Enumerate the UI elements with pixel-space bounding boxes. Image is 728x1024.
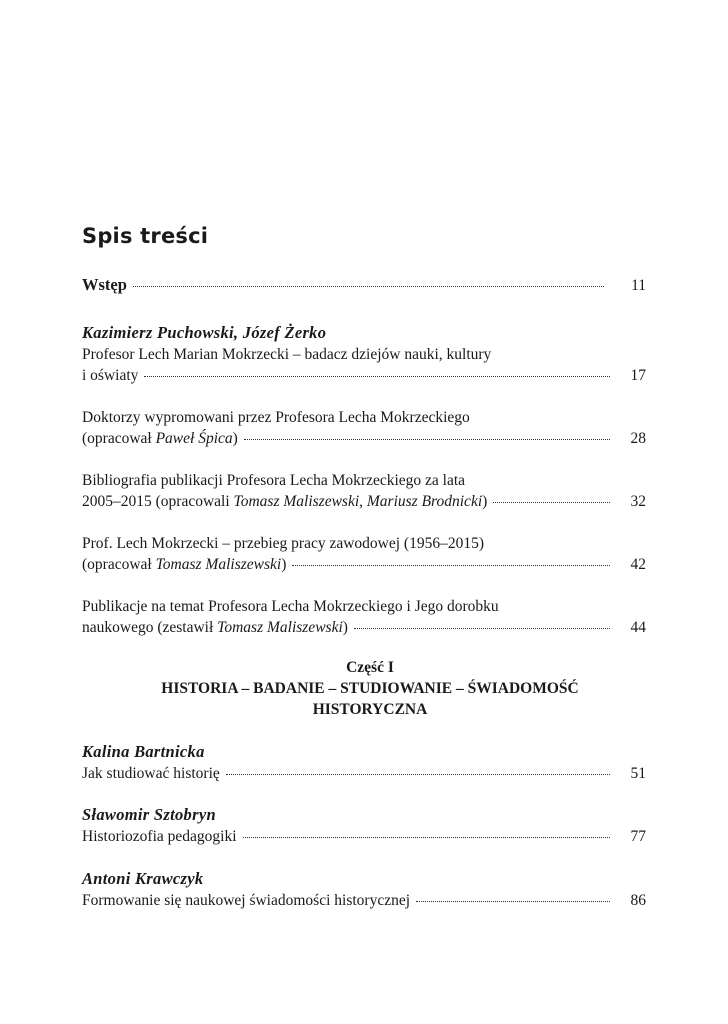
part-label: Część I <box>346 658 394 676</box>
entry-title-line2 <box>82 491 646 513</box>
entry-author: Sławomir Sztobryn <box>82 805 216 824</box>
entry-title-line1: Profesor Lech Marian Mokrzecki – badacz dziejów nauki, kultury <box>82 345 492 363</box>
entry-title-line2 <box>82 617 646 639</box>
text-segment: , <box>359 493 367 510</box>
compiler-name: Paweł Śpica <box>155 430 233 447</box>
entry-title: Jak studiować historię <box>82 764 220 782</box>
page-number: 51 <box>630 764 646 782</box>
page-number: 77 <box>630 828 646 845</box>
entry-title-line <box>82 826 646 848</box>
page-number: 11 <box>631 277 646 294</box>
entry-title-line2-text <box>82 617 348 639</box>
page-number: 17 <box>630 367 646 384</box>
compiler-name: Tomasz Maliszewski <box>155 556 282 573</box>
text-segment: ) <box>281 556 287 573</box>
dot-leader <box>226 773 610 775</box>
text-segment: naukowego (zestawił <box>82 619 218 636</box>
compiler-name: Tomasz Maliszewski <box>217 619 343 636</box>
entry-title-line1: Bibliografia publikacji Profesora Lecha Mokrzeckiego za lata <box>82 471 466 489</box>
page-number: 86 <box>630 891 646 909</box>
part-title-line2: HISTORYCZNA <box>312 700 428 718</box>
dot-leader <box>493 501 610 503</box>
entry-author: Kalina Bartnicka <box>82 741 205 761</box>
toc-entry <box>82 868 646 912</box>
dot-leader <box>354 627 610 629</box>
toc-entry <box>82 804 646 848</box>
part-heading <box>94 657 646 720</box>
page-number: 42 <box>630 556 646 573</box>
entry-title-line2 <box>82 554 646 576</box>
toc-entry <box>82 596 646 639</box>
compiler-name: Tomasz Maliszewski <box>233 493 360 510</box>
text-segment: 2005–2015 (opracowali <box>82 493 234 510</box>
toc-entry <box>82 470 646 513</box>
entry-title-line2 <box>82 428 646 450</box>
entry-title-line2-text: i oświaty <box>82 367 139 384</box>
toc-entry <box>82 533 646 576</box>
entry-title-line2-text <box>82 428 238 450</box>
text-segment: ) <box>342 619 348 636</box>
compiler-name: Mariusz Brodnicki <box>366 493 483 510</box>
dot-leader <box>133 285 604 287</box>
entry-title-line1: Doktorzy wypromowani przez Profesora Lecha Mokrzeckiego <box>82 408 470 426</box>
page-number: 32 <box>630 493 646 510</box>
dot-leader <box>243 836 610 838</box>
entry-title-line2-text <box>82 554 286 576</box>
page-number: 44 <box>630 619 646 636</box>
entry-title-line1: Prof. Lech Mokrzecki – przebieg pracy zawodowej (1956–2015) <box>82 534 484 552</box>
intro-title: Wstęp <box>82 275 127 294</box>
entry-title-line <box>82 890 646 912</box>
dot-leader <box>244 438 610 440</box>
entry-title-line <box>82 763 646 785</box>
page-title: Spis treści <box>82 224 209 248</box>
entry-title-line1: Publikacje na temat Profesora Lecha Mokrzeckiego i Jego dorobku <box>82 597 499 615</box>
toc-entry <box>82 322 646 387</box>
entry-author: Antoni Krawczyk <box>82 868 204 888</box>
text-segment: (opracował <box>82 556 156 573</box>
text-segment: ) <box>232 430 238 447</box>
page-number: 28 <box>630 430 646 447</box>
text-segment: ) <box>482 493 488 510</box>
toc-entry-intro <box>82 274 646 297</box>
table-of-contents <box>82 224 646 911</box>
entry-author: Kazimierz Puchowski, Józef Żerko <box>82 322 327 342</box>
dot-leader <box>416 900 610 902</box>
text-segment: (opracował <box>82 430 156 447</box>
dot-leader <box>292 564 610 566</box>
part-title-line1: HISTORIA – BADANIE – STUDIOWANIE – ŚWIADOMOŚĆ <box>161 679 579 697</box>
toc-entry <box>82 741 646 785</box>
entry-title: Historiozofia pedagogiki <box>82 828 237 845</box>
dot-leader <box>144 375 610 377</box>
entry-title-line2 <box>82 365 646 387</box>
entry-title-line2-text <box>82 491 487 513</box>
entry-title: Formowanie się naukowej świadomości historycznej <box>82 891 411 909</box>
toc-entry <box>82 407 646 450</box>
